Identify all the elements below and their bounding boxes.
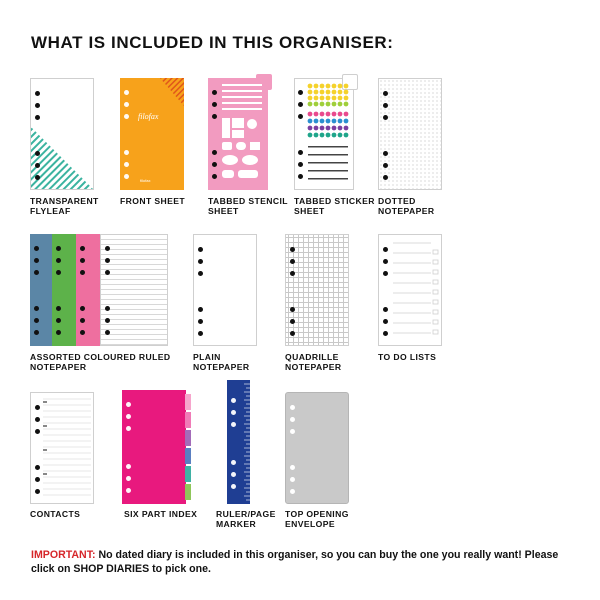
quadrille-notepaper-label: QUADRILLE NOTEPAPER [285, 352, 342, 372]
to-do-lists-image [378, 234, 442, 346]
ruler-label: RULER/PAGE MARKER [216, 509, 276, 529]
important-label: IMPORTANT: [31, 549, 96, 561]
envelope-image [285, 392, 349, 504]
plain-notepaper-label: PLAIN NOTEPAPER [193, 352, 250, 372]
important-text: No dated diary is included in this organiser, so you can buy the one you really want! Please click on SHOP DIARIES to pick one. [31, 549, 559, 575]
front-sheet-small-logo: filofax [140, 178, 151, 183]
stencil-sheet-label: TABBED STENCIL SHEET [208, 196, 288, 216]
sticker-sheet-image [294, 74, 358, 190]
stencil-sheet-image [208, 74, 272, 190]
coloured-ruled-label: ASSORTED COLOURED RULED NOTEPAPER [30, 352, 171, 372]
envelope-label: TOP OPENING ENVELOPE [285, 509, 349, 529]
important-note [31, 548, 576, 576]
six-part-index-label: SIX PART INDEX [124, 509, 198, 519]
quadrille-notepaper-image [285, 234, 349, 346]
front-sheet-image [120, 78, 184, 190]
six-part-index-image [122, 390, 192, 504]
page-title: WHAT IS INCLUDED IN THIS ORGANISER: [31, 33, 394, 52]
dotted-notepaper-image [378, 78, 442, 190]
front-sheet-label: FRONT SHEET [120, 196, 186, 206]
coloured-ruled-image [30, 234, 168, 346]
ruler-image [227, 380, 250, 504]
front-sheet-logo: filofax [138, 112, 159, 121]
transparent-flyleaf-image [30, 78, 94, 190]
dotted-notepaper-label: DOTTED NOTEPAPER [378, 196, 435, 216]
contacts-image [30, 392, 94, 504]
sticker-sheet-label: TABBED STICKER SHEET [294, 196, 375, 216]
plain-notepaper-image [193, 234, 257, 346]
to-do-lists-label: TO DO LISTS [378, 352, 437, 362]
transparent-flyleaf-label: TRANSPARENT FLYLEAF [30, 196, 99, 216]
contacts-label: CONTACTS [30, 509, 81, 519]
